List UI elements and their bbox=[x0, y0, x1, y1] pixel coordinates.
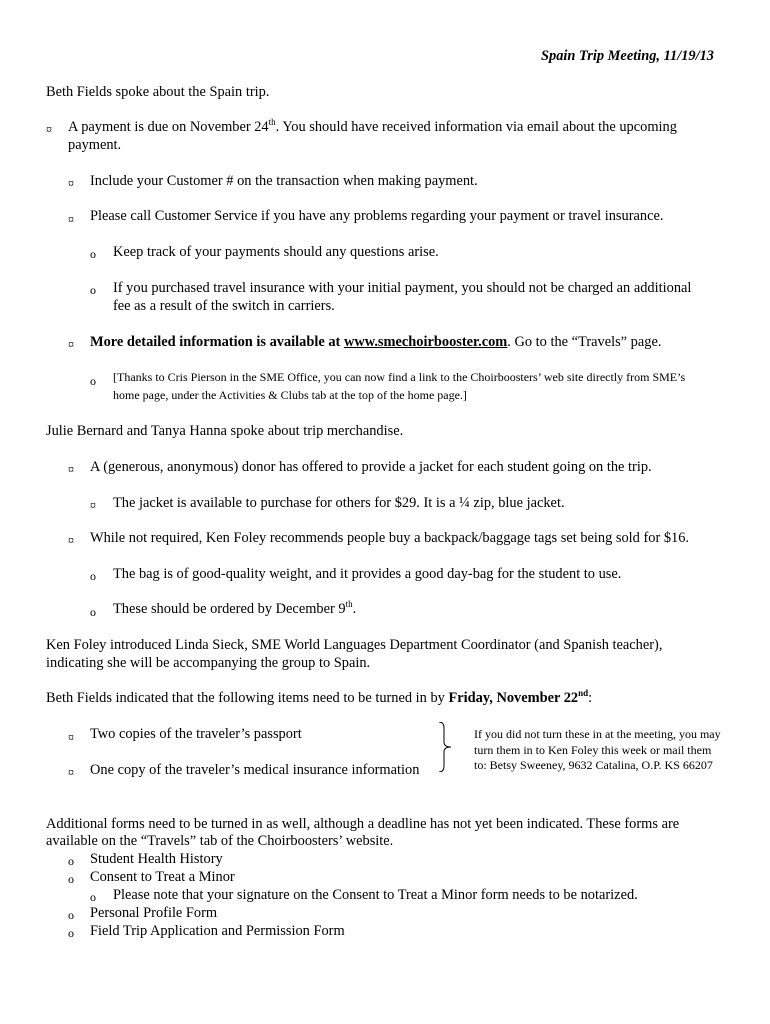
order-by-sup: th bbox=[345, 599, 353, 610]
sub-bullet-glyph: o bbox=[68, 854, 74, 868]
sub-bullet-glyph: o bbox=[90, 890, 96, 904]
sub-bullet-glyph: o bbox=[68, 908, 74, 922]
jacket-price-item: The jacket is available to purchase for others for $29. It is a ¼ zip, blue jacket. bbox=[113, 495, 565, 511]
customer-service-item: Please call Customer Service if you have any problems regarding your payment or travel insurance. bbox=[90, 208, 664, 224]
more-info-text-cont: . Go to the “Travels” page. bbox=[507, 334, 662, 350]
deadline-date: Friday, November 22 bbox=[448, 690, 579, 706]
choirbooster-link[interactable]: www.smechoirbooster.com bbox=[343, 334, 508, 350]
bullet-glyph: ¤ bbox=[68, 765, 74, 779]
bullet-glyph: ¤ bbox=[68, 212, 74, 226]
intro-merchandise: Julie Bernard and Tanya Hanna spoke about trip merchandise. bbox=[46, 423, 404, 439]
thanks-note: [Thanks to Cris Pierson in the SME Office, you can now find a link to the Choirboosters’ web site directly from SME’s bbox=[113, 370, 686, 384]
payment-due-line bbox=[68, 118, 677, 136]
additional-forms-text: Additional forms need to be turned in as well, although a deadline has not yet been indicated. These forms are bbox=[46, 816, 680, 832]
form-item: Student Health History bbox=[90, 851, 223, 867]
intro-beth-fields: Beth Fields spoke about the Spain trip. bbox=[46, 84, 270, 100]
deadline-lead-text: Beth Fields indicated that the following items need to be turned in by bbox=[46, 690, 449, 706]
thanks-note-cont: home page, under the Activities & Clubs tab at the top of the home page.] bbox=[113, 388, 467, 402]
bullet-glyph: ¤ bbox=[68, 176, 74, 190]
keep-track-item: Keep track of your payments should any questions arise. bbox=[113, 244, 439, 260]
bag-quality-item: The bag is of good-quality weight, and it provides a good day-bag for the student to use. bbox=[113, 566, 622, 582]
more-info-item bbox=[90, 333, 661, 351]
deadline-date-sup: nd bbox=[578, 688, 589, 699]
sub-bullet-glyph: o bbox=[90, 374, 96, 388]
sub-bullet-glyph: o bbox=[90, 247, 96, 261]
order-by-item bbox=[113, 600, 356, 618]
bullet-glyph: ¤ bbox=[68, 337, 74, 351]
sub-bullet-glyph: o bbox=[90, 569, 96, 583]
sub-bullet-glyph: o bbox=[90, 605, 96, 619]
payment-due-text-cont: . You should have received information via email about the upcoming bbox=[275, 119, 677, 135]
more-info-text: More detailed information is available at bbox=[90, 334, 344, 350]
payment-due-line2: payment. bbox=[68, 137, 122, 153]
medical-insurance-item: One copy of the traveler’s medical insurance information bbox=[90, 762, 420, 778]
bullet-glyph: ¤ bbox=[46, 122, 52, 136]
mail-note-line2: turn them in to Ken Foley this week or mail them bbox=[474, 743, 712, 757]
order-by-text: These should be ordered by December 9 bbox=[113, 601, 346, 617]
intro-linda-sieck-cont: indicating she will be accompanying the group to Spain. bbox=[46, 655, 371, 671]
deadline-lead bbox=[46, 689, 592, 707]
additional-forms-text-cont: available on the “Travels” tab of the Choirboosters’ website. bbox=[46, 833, 394, 849]
form-item: Field Trip Application and Permission Form bbox=[90, 923, 345, 939]
payment-due-sup: th bbox=[268, 117, 276, 128]
intro-linda-sieck: Ken Foley introduced Linda Sieck, SME World Languages Department Coordinator (and Spanish teacher), bbox=[46, 637, 663, 653]
travel-insurance-item-cont: fee as a result of the switch in carriers. bbox=[113, 298, 335, 314]
form-item-note: Please note that your signature on the Consent to Treat a Minor form needs to be notarized. bbox=[113, 887, 638, 903]
bullet-glyph: ¤ bbox=[68, 462, 74, 476]
customer-number-item: Include your Customer # on the transaction when making payment. bbox=[90, 173, 478, 189]
order-by-period: . bbox=[352, 601, 357, 617]
bullet-glyph: ¤ bbox=[68, 730, 74, 744]
form-item: Personal Profile Form bbox=[90, 905, 218, 921]
sub-bullet-glyph: o bbox=[68, 872, 74, 886]
sub-bullet-glyph: o bbox=[90, 283, 96, 297]
jacket-donor-item: A (generous, anonymous) donor has offered to provide a jacket for each student going on the trip. bbox=[90, 459, 652, 475]
travel-insurance-item: If you purchased travel insurance with your initial payment, you should not be charged an additional bbox=[113, 280, 692, 296]
deadline-colon: : bbox=[588, 690, 593, 706]
bullet-glyph: ¤ bbox=[68, 533, 74, 547]
mail-note-line1: If you did not turn these in at the meeting, you may bbox=[474, 727, 721, 741]
document-title: Spain Trip Meeting, 11/19/13 bbox=[541, 48, 714, 64]
sub-bullet-glyph: o bbox=[68, 926, 74, 940]
passport-item: Two copies of the traveler’s passport bbox=[90, 726, 302, 742]
form-item: Consent to Treat a Minor bbox=[90, 869, 235, 885]
bullet-glyph: ¤ bbox=[90, 498, 96, 512]
right-brace-icon bbox=[438, 722, 454, 772]
backpack-item: While not required, Ken Foley recommends people buy a backpack/baggage tags set being sold for $16. bbox=[90, 530, 690, 546]
payment-due-text: A payment is due on November 24 bbox=[68, 119, 269, 135]
mail-note-line3: to: Betsy Sweeney, 9632 Catalina, O.P. KS 66207 bbox=[474, 758, 713, 772]
